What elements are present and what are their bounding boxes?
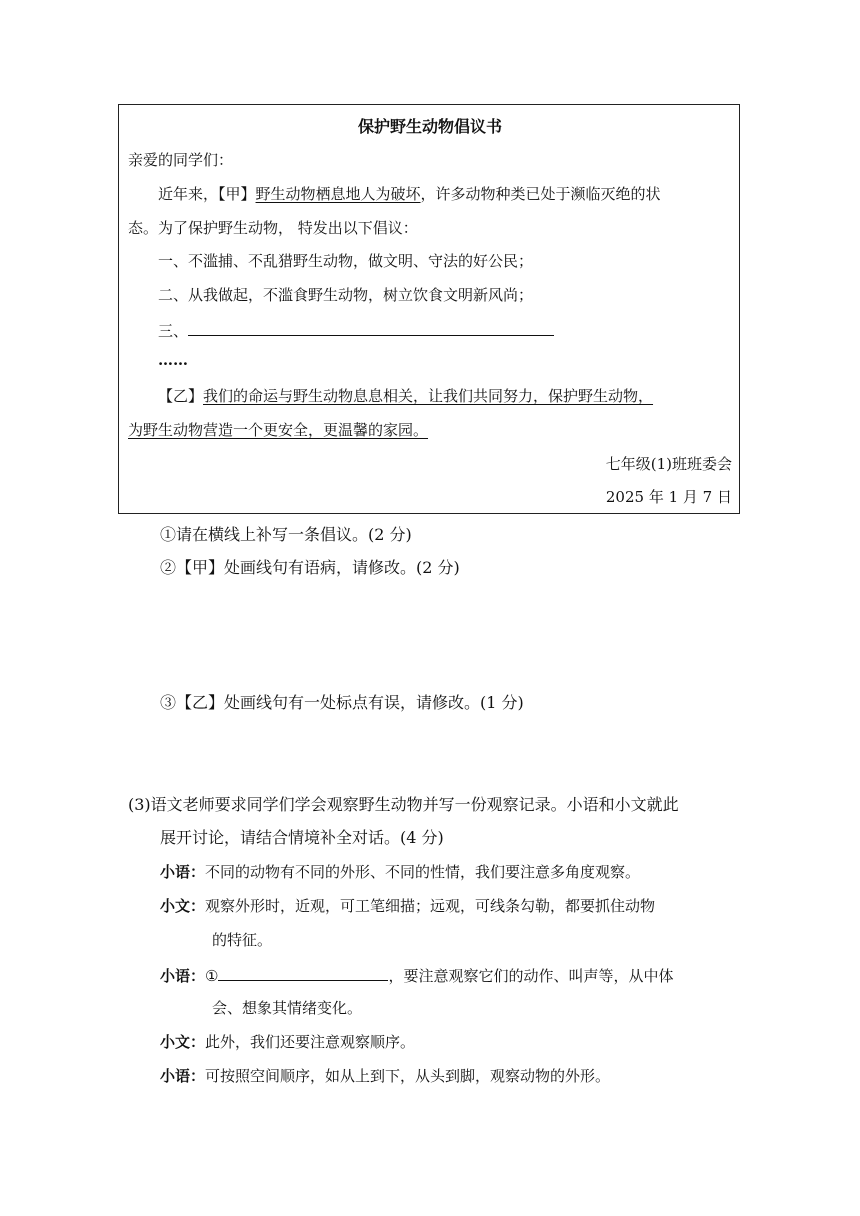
para1-prefix: 近年来， (158, 185, 219, 203)
underlined-sentence-yi-2: 为野生动物营造一个更安全，更温馨的家园。 (128, 421, 429, 439)
dialogue-text: 可按照空间顺序，如从上到下，从头到脚，观察动物的外形。 (205, 1067, 611, 1085)
salutation: 亲爱的同学们： (128, 151, 234, 169)
speaker-xiaoyu: 小语： (160, 967, 206, 985)
item3-answer-blank[interactable] (188, 319, 554, 336)
proposal-item-2: 二、从我做起，不滥食野生动物，树立饮食文明新风尚； (158, 286, 534, 304)
question-4-line-1: (3)语文老师要求同学们学会观察野生动物并写一份观察记录。小语和小文就此 (128, 795, 679, 814)
underlined-sentence-yi-1: 我们的命运与野生动物息息相关，让我们共同努力，保护野生动物， (203, 387, 654, 405)
speaker-xiaoyu: 小语： (160, 863, 206, 881)
question-4-line-2: 展开讨论，请结合情境补全对话。(4 分) (160, 828, 444, 847)
dialogue-answer-blank[interactable] (218, 964, 388, 981)
dialogue-line-3-cont: 会、想象其情绪变化。 (212, 999, 363, 1017)
question-2: ②【甲】处画线句有语病，请修改。(2 分) (160, 558, 460, 577)
date: 2025 年 1 月 7 日 (605, 488, 732, 506)
marker-yi: 【乙】 (158, 387, 204, 405)
dialogue-line-3 (160, 964, 673, 986)
question-1: ①请在横线上补写一条倡议。(2 分) (160, 525, 412, 544)
dialogue-text: 不同的动物有不同的外形、不同的性情，我们要注意多角度观察。 (205, 863, 641, 881)
underlined-sentence-jia: 野生动物栖息地人为破坏 (255, 185, 421, 203)
speaker-xiaoyu: 小语： (160, 1067, 206, 1085)
para1-rest: ，许多动物种类已处于濒临灭绝的状 (420, 185, 661, 203)
proposal-item-1: 一、不滥捕、不乱猎野生动物，做文明、守法的好公民； (158, 252, 534, 270)
signature: 七年级(1)班班委会 (605, 455, 732, 473)
paragraph-1-line-2: 态。为了保护野生动物， 特发出以下倡议： (128, 219, 418, 237)
dialogue-line-1 (160, 862, 640, 882)
item3-prefix: 三、 (158, 322, 189, 340)
paragraph-2-line-1 (158, 386, 653, 406)
speaker-xiaowen: 小文： (160, 897, 206, 915)
question-3: ③【乙】处画线句有一处标点有误，请修改。(1 分) (160, 693, 524, 712)
paragraph-2-line-2 (128, 420, 428, 440)
ellipsis: …… (158, 351, 188, 369)
dialogue-text: 观察外形时，近观，可工笔细描；远观，可线条勾勒，都要抓住动物 (205, 897, 656, 915)
dialogue-line-4 (160, 1032, 415, 1052)
dialogue-text: 此外，我们还要注意观察顺序。 (205, 1033, 416, 1051)
dialogue-line-2-cont: 的特征。 (212, 931, 273, 949)
proposal-item-3 (158, 319, 554, 341)
marker-jia: 【甲】 (218, 185, 256, 203)
dialogue-line-2 (160, 896, 655, 916)
proposal-title: 保护野生动物倡议书 (357, 117, 502, 136)
speaker-xiaowen: 小文： (160, 1033, 206, 1051)
dialogue-text: ，要注意观察它们的动作、叫声等，从中体 (388, 967, 674, 985)
dialogue-line-5 (160, 1066, 610, 1086)
blank-marker: ① (205, 967, 219, 985)
paragraph-1-line-1 (158, 184, 661, 204)
